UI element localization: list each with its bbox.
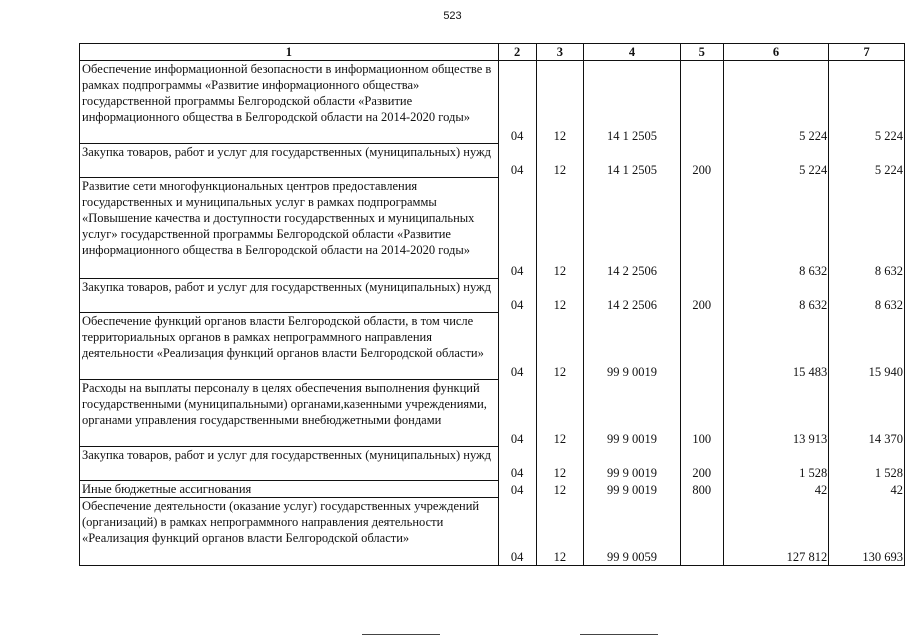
row-expense-type: 200 <box>680 144 723 178</box>
row-podrazdel: 12 <box>536 380 584 447</box>
row-razdel: 04 <box>498 144 536 178</box>
row-razdel: 04 <box>498 380 536 447</box>
row-name: Развитие сети многофункциональных центров предоставления государственных и муниципальных услуг в рамках подпрограммы «Повышение качества и доступности государственных и муниципальных услуг» государственной программы Белгородской области «Развитие информационного общества в Белгородской области на 2014-2020 годы» <box>80 178 499 279</box>
row-podrazdel: 12 <box>536 481 584 498</box>
row-amount-1: 5 224 <box>723 61 829 144</box>
row-name: Закупка товаров, работ и услуг для государственных (муниципальных) нужд <box>80 279 499 313</box>
row-expense-type: 100 <box>680 380 723 447</box>
table-row <box>80 380 905 447</box>
row-razdel: 04 <box>498 481 536 498</box>
row-name: Обеспечение деятельности (оказание услуг) государственных учреждений (организаций) в рамках непрограммного направления деятельности «Реализация функций органов власти Белгородской области» <box>80 498 499 566</box>
row-podrazdel: 12 <box>536 447 584 481</box>
row-target-article: 14 1 2505 <box>584 61 681 144</box>
row-expense-type <box>680 313 723 380</box>
table-row <box>80 447 905 481</box>
row-expense-type: 200 <box>680 279 723 313</box>
scan-artifact-line <box>580 634 658 635</box>
row-podrazdel: 12 <box>536 178 584 279</box>
row-amount-2: 8 632 <box>829 279 905 313</box>
row-amount-1: 8 632 <box>723 279 829 313</box>
row-razdel: 04 <box>498 447 536 481</box>
table-row <box>80 498 905 566</box>
row-target-article: 99 9 0019 <box>584 481 681 498</box>
column-header-amount-2: 7 <box>829 44 905 61</box>
row-podrazdel: 12 <box>536 498 584 566</box>
column-header-name: 1 <box>80 44 499 61</box>
row-expense-type <box>680 178 723 279</box>
row-razdel: 04 <box>498 498 536 566</box>
row-amount-1: 1 528 <box>723 447 829 481</box>
row-target-article: 99 9 0059 <box>584 498 681 566</box>
row-target-article: 99 9 0019 <box>584 380 681 447</box>
row-target-article: 14 1 2505 <box>584 144 681 178</box>
row-amount-1: 13 913 <box>723 380 829 447</box>
row-razdel: 04 <box>498 313 536 380</box>
row-name: Закупка товаров, работ и услуг для государственных (муниципальных) нужд <box>80 447 499 481</box>
row-expense-type: 800 <box>680 481 723 498</box>
column-header-target-article: 4 <box>584 44 681 61</box>
row-amount-2: 8 632 <box>829 178 905 279</box>
row-amount-1: 5 224 <box>723 144 829 178</box>
row-name: Расходы на выплаты персоналу в целях обеспечения выполнения функций государственными (муниципальными) органами,казенными учреждениями, органами управления государственными внебюджетными фондами <box>80 380 499 447</box>
table-row <box>80 144 905 178</box>
row-amount-2: 130 693 <box>829 498 905 566</box>
row-name: Обеспечение функций органов власти Белгородской области, в том числе территориальных органов в рамках непрограммного направления деятельности «Реализация функций органов власти Белгородской области» <box>80 313 499 380</box>
row-amount-2: 15 940 <box>829 313 905 380</box>
row-podrazdel: 12 <box>536 61 584 144</box>
table-row <box>80 313 905 380</box>
column-header-amount-1: 6 <box>723 44 829 61</box>
row-expense-type: 200 <box>680 447 723 481</box>
budget-table <box>79 43 905 566</box>
table-row <box>80 481 905 498</box>
row-target-article: 14 2 2506 <box>584 279 681 313</box>
row-expense-type <box>680 498 723 566</box>
column-header-podrazdel: 3 <box>536 44 584 61</box>
row-expense-type <box>680 61 723 144</box>
table-row <box>80 279 905 313</box>
row-amount-2: 5 224 <box>829 144 905 178</box>
row-name: Закупка товаров, работ и услуг для государственных (муниципальных) нужд <box>80 144 499 178</box>
row-target-article: 99 9 0019 <box>584 447 681 481</box>
row-podrazdel: 12 <box>536 313 584 380</box>
header-row <box>80 44 905 61</box>
row-razdel: 04 <box>498 61 536 144</box>
row-amount-1: 127 812 <box>723 498 829 566</box>
row-amount-2: 14 370 <box>829 380 905 447</box>
row-razdel: 04 <box>498 178 536 279</box>
table-row <box>80 61 905 144</box>
table-row <box>80 178 905 279</box>
row-podrazdel: 12 <box>536 144 584 178</box>
column-header-razdel: 2 <box>498 44 536 61</box>
row-target-article: 99 9 0019 <box>584 313 681 380</box>
row-target-article: 14 2 2506 <box>584 178 681 279</box>
row-name: Обеспечение информационной безопасности в информационном обществе в рамках подпрограммы «Развитие информационного общества» государственной программы Белгородской области «Развитие информационного общества в Белгородской области на 2014-2020 годы» <box>80 61 499 144</box>
row-razdel: 04 <box>498 279 536 313</box>
column-header-expense-type: 5 <box>680 44 723 61</box>
row-amount-2: 1 528 <box>829 447 905 481</box>
row-podrazdel: 12 <box>536 279 584 313</box>
scan-artifact-line <box>362 634 440 635</box>
row-amount-2: 5 224 <box>829 61 905 144</box>
row-amount-1: 8 632 <box>723 178 829 279</box>
row-amount-1: 42 <box>723 481 829 498</box>
row-amount-1: 15 483 <box>723 313 829 380</box>
page-number: 523 <box>443 10 462 22</box>
row-name: Иные бюджетные ассигнования <box>80 481 499 498</box>
row-amount-2: 42 <box>829 481 905 498</box>
